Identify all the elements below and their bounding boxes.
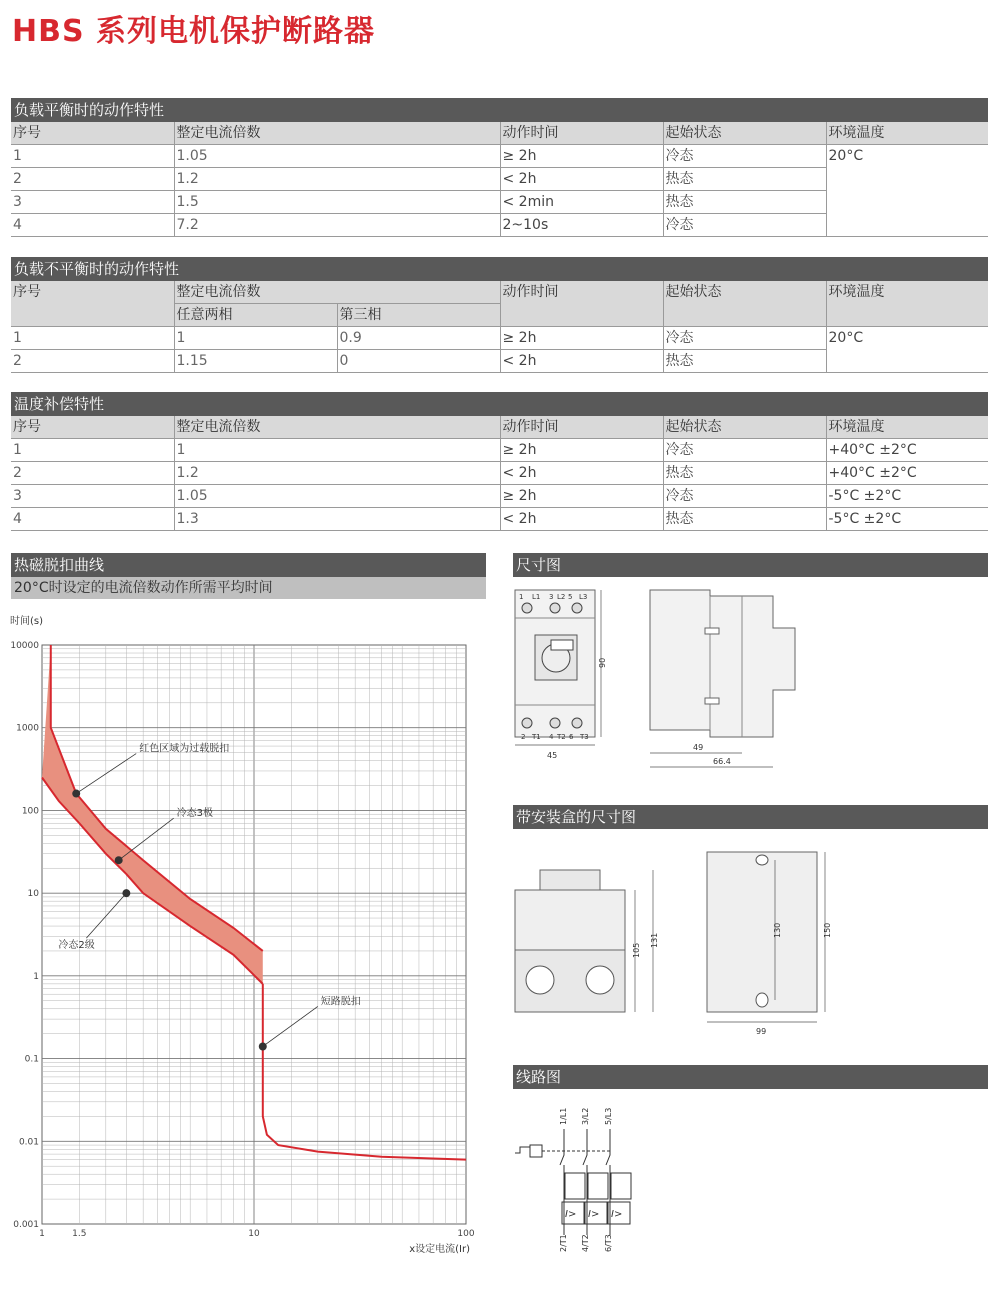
y-tick-label: 0.001 [13, 1220, 39, 1230]
y-tick-label: 1 [33, 971, 39, 982]
dim-h2: 131 [650, 932, 659, 948]
table-row: 4 1.3 < 2h 热态 -5°C ±2°C [11, 508, 988, 531]
table-row: 3 1.5 < 2min 热态 [11, 191, 988, 214]
box-dimension-drawing [505, 840, 845, 1040]
y-tick-label: 100 [21, 806, 39, 817]
ambient-temp: 20°C [826, 327, 988, 373]
y-tick-label: 0.01 [18, 1137, 39, 1148]
svg-text:I>: I> [588, 1209, 600, 1220]
dim-back-w: 99 [756, 1027, 767, 1036]
x-axis-label: x设定电流(Ir) [409, 1244, 470, 1255]
col-header: 环境温度 [826, 122, 988, 145]
table-row: 2 1.2 < 2h 热态 +40°C ±2°C [11, 462, 988, 485]
table-row: 1 1.05 ≥ 2h 冷态 20°C [11, 145, 988, 168]
annotation-dot [122, 889, 130, 897]
page-title: HBS 系列电机保护断路器 [12, 14, 376, 49]
x-tick-label: 10 [248, 1229, 260, 1239]
svg-text:L3: L3 [579, 593, 588, 601]
annotation-dot [115, 856, 123, 864]
col-header: 起始状态 [663, 416, 826, 439]
table-row: 2 1.2 < 2h 热态 [11, 168, 988, 191]
col-header: 动作时间 [500, 416, 663, 439]
annotation-dot [259, 1042, 267, 1050]
temperature-section-title: 温度补偿特性 [11, 392, 988, 416]
col-header: 起始状态 [663, 122, 826, 145]
col-header: 整定电流倍数 [174, 122, 500, 145]
col-header: 动作时间 [500, 281, 663, 327]
box-dimension-section-title: 带安装盒的尺寸图 [513, 805, 988, 829]
balanced-section-title: 负载平衡时的动作特性 [11, 98, 988, 122]
svg-text:3/L2: 3/L2 [581, 1107, 590, 1125]
temperature-table [11, 416, 988, 531]
svg-text:1/L1: 1/L1 [559, 1107, 568, 1125]
svg-text:T3: T3 [580, 733, 589, 741]
sub-header: 第三相 [337, 304, 500, 327]
y-tick-label: 10 [27, 889, 39, 900]
y-tick-label: 0.1 [24, 1054, 39, 1065]
svg-text:I>: I> [565, 1209, 577, 1220]
ambient-temp: 20°C [826, 145, 988, 237]
svg-text:L2: L2 [557, 593, 566, 601]
table-row: 4 7.2 2~10s 冷态 [11, 214, 988, 237]
curve-subtitle: 20°C时设定的电流倍数动作所需平均时间 [11, 577, 486, 599]
svg-text:2: 2 [521, 733, 526, 741]
svg-text:4/T2: 4/T2 [581, 1234, 590, 1252]
y-tick-label: 1000 [16, 723, 39, 734]
svg-text:6: 6 [569, 733, 574, 741]
table-row: 2 1.15 0 < 2h 热态 [11, 350, 988, 373]
svg-text:4: 4 [549, 733, 554, 741]
svg-text:3: 3 [549, 593, 554, 601]
dim-width: 45 [547, 751, 558, 760]
y-axis-label: 时间(s) [10, 616, 44, 627]
col-header: 动作时间 [500, 122, 663, 145]
wiring-diagram [510, 1095, 660, 1255]
svg-text:T1: T1 [532, 733, 541, 741]
col-header: 环境温度 [826, 281, 988, 327]
svg-text:I>: I> [611, 1209, 623, 1220]
dim-back-h1: 130 [773, 922, 782, 938]
col-header: 序号 [11, 416, 174, 439]
annotation-label: 短路脱扣 [320, 996, 361, 1008]
annotation-label: 冷态3极 [176, 808, 214, 820]
annotation-label: 红色区域为过载脱扣 [139, 743, 230, 755]
svg-text:1: 1 [519, 593, 524, 601]
svg-text:5: 5 [568, 593, 573, 601]
unbalanced-table [11, 281, 988, 373]
dimension-section-title: 尺寸图 [513, 553, 988, 577]
col-header: 环境温度 [826, 416, 988, 439]
svg-text:5/L3: 5/L3 [604, 1107, 613, 1125]
y-tick-label: 10000 [10, 641, 39, 651]
x-tick-label: 1.5 [72, 1229, 87, 1239]
svg-text:6/T3: 6/T3 [604, 1234, 613, 1252]
col-header: 起始状态 [663, 281, 826, 327]
annotation-dot [72, 790, 80, 798]
unbalanced-section-title: 负载不平衡时的动作特性 [11, 257, 988, 281]
col-header: 整定电流倍数 [174, 281, 500, 304]
dim-h1: 105 [632, 942, 641, 958]
svg-text:2/T1: 2/T1 [559, 1234, 568, 1252]
dim-back-h2: 150 [823, 922, 832, 938]
curve-section-title: 热磁脱扣曲线 [11, 553, 486, 577]
col-header: 整定电流倍数 [174, 416, 500, 439]
col-header: 序号 [11, 122, 174, 145]
balanced-table [11, 122, 988, 237]
table-row: 1 1 0.9 ≥ 2h 冷态 20°C [11, 327, 988, 350]
annotation-label: 冷态2级 [58, 940, 95, 952]
svg-text:L1: L1 [532, 593, 541, 601]
x-tick-label: 100 [457, 1229, 475, 1239]
table-row: 3 1.05 ≥ 2h 冷态 -5°C ±2°C [11, 485, 988, 508]
col-header: 序号 [11, 281, 174, 327]
dim-depth1: 49 [693, 743, 704, 752]
table-row: 1 1 ≥ 2h 冷态 +40°C ±2°C [11, 439, 988, 462]
x-tick-label: 1 [39, 1229, 45, 1239]
wiring-section-title: 线路图 [513, 1065, 988, 1089]
breaker-side [650, 590, 795, 737]
trip-curve-chart [0, 605, 490, 1265]
dim-depth2: 66.4 [713, 757, 731, 766]
sub-header: 任意两相 [174, 304, 337, 327]
dimension-drawing [505, 580, 805, 780]
svg-text:T2: T2 [557, 733, 566, 741]
enclosure-back [707, 852, 817, 1012]
dim-height: 90 [598, 657, 607, 668]
enclosure-side [515, 890, 625, 950]
